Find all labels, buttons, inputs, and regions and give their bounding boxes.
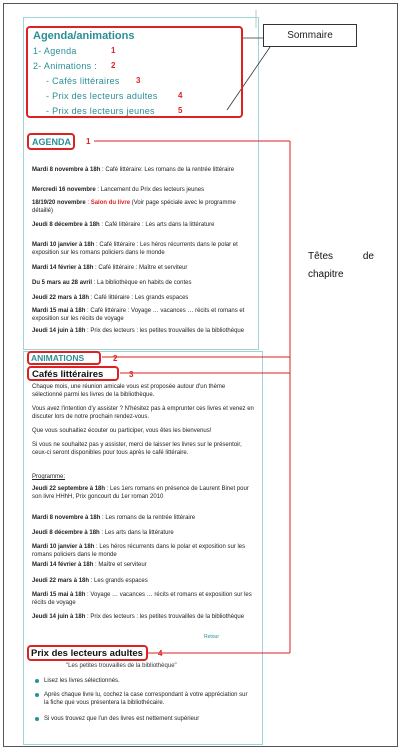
agenda-event: Mardi 14 février à 18h : Café littéraire : Maître et serviteur	[32, 265, 188, 271]
prix-adultes-heading: Prix des lecteurs adultes	[31, 648, 143, 659]
cafes-paragraph: Si vous ne souhaitez pas y assister, merci de laisser les livres sur le présentoir, ceux-ci seront disponibles pour tous après le café littéraire.	[32, 442, 242, 456]
cafes-paragraph: Vous avez l'intention d'y assister ? N'hésitez pas à emprunter ces livres et venez en discuter lors de notre prochain rendez-vous.	[32, 406, 254, 420]
agenda-event: Mardi 15 mai à 18h : Café littéraire : Voyage … vacances … récits et romans et exposition sur les récits de voyage	[32, 308, 245, 322]
toc-title: Agenda/animations	[33, 30, 135, 42]
agenda-event: Jeudi 8 décembre à 18h : Café littéraire : Les arts dans la littérature	[32, 222, 215, 228]
programme-event: Jeudi 14 juin à 18h : Prix des lecteurs : les petites trouvailles de la bibliothèque	[32, 614, 245, 620]
prix-adultes-subtitle: "Les petites trouvailles de la bibliothèque"	[66, 663, 177, 669]
toc-item-prix-jeunes[interactable]: - Prix des lecteurs jeunes	[46, 106, 155, 116]
de-word: de	[362, 251, 374, 262]
agenda-number: 1	[86, 137, 91, 146]
cafes-number: 3	[129, 370, 134, 379]
animations-number: 2	[113, 354, 118, 363]
programme-event: Mardi 14 février à 18h : Maître et serviteur	[32, 562, 147, 568]
agenda-event: Jeudi 14 juin à 18h : Prix des lecteurs : les petites trouvailles de la bibliothèque	[32, 328, 245, 334]
programme-event: Jeudi 22 mars à 18h : Les grands espaces	[32, 578, 148, 584]
prix-adultes-bullet: Si vous trouvez que l'un des livres est nettement supérieur	[44, 716, 249, 724]
agenda-event: Mardi 8 novembre à 18h : Café littéraire: Les romans de la rentrée littéraire	[32, 167, 235, 173]
toc-number-4: 4	[178, 91, 183, 100]
cafes-heading: Cafés littéraires	[32, 369, 104, 380]
agenda-event: 18/19/20 novembre : Salon du livre (Voir page spéciale avec le programme détaillé)	[32, 200, 236, 214]
toc-number-2: 2	[111, 61, 116, 70]
toc-number-5: 5	[178, 106, 183, 115]
animations-heading: ANIMATIONS	[31, 353, 85, 363]
chapitre-word: chapitre	[308, 269, 344, 280]
agenda-event: Mercredi 16 novembre : Lancement du Prix des lecteurs jeunes	[32, 187, 205, 193]
programme-event: Jeudi 8 décembre à 18h : Les arts dans la littérature	[32, 530, 174, 536]
agenda-event: Du 5 mars au 28 avril : La bibliothèque en habits de contes	[32, 280, 192, 286]
prix-adultes-bullet: Lisez les livres sélectionnés.	[44, 678, 249, 686]
prix-adultes-number: 4	[158, 649, 163, 658]
toc-number-3: 3	[136, 76, 141, 85]
agenda-event: Jeudi 22 mars à 18h : Café littéraire : Les grands espaces	[32, 295, 189, 301]
bullet-dot-icon	[35, 679, 39, 683]
toc-item-animations[interactable]: 2- Animations :	[33, 61, 98, 71]
sommaire-callout: Sommaire	[263, 24, 357, 47]
bullet-dot-icon	[35, 717, 39, 721]
programme-event: Jeudi 22 septembre à 18h : Les 1ers romans en présence de Laurent Binet pour son livre HHhH, Prix goncourt du 1er roman 2010	[32, 486, 249, 500]
tetes-word: Têtes	[308, 251, 334, 262]
toc-item-prix-adultes[interactable]: - Prix des lecteurs adultes	[46, 91, 158, 101]
cafes-paragraph: Que vous souhaitiez écouter ou participer, vous êtes les bienvenus!	[32, 428, 212, 434]
bullet-dot-icon	[35, 693, 39, 697]
toc-item-agenda[interactable]: 1- Agenda	[33, 46, 77, 56]
programme-label: Programme:	[32, 474, 66, 480]
agenda-heading: AGENDA	[32, 137, 72, 147]
prix-adultes-bullet: Après chaque livre lu, cochez la case correspondant à votre appréciation sur la fiche que vous présentera la bibliothécaire.	[44, 692, 249, 707]
tetes-de-chapitre-label	[308, 248, 374, 284]
agenda-event: Mardi 10 janvier à 18h : Café littéraire : Les héros récurrents dans le polar et exposition sur les romans policiers dans le monde	[32, 242, 238, 256]
programme-event: Mardi 10 janvier à 18h : Les héros récurrents dans le polar et exposition sur les romans policiers dans le monde	[32, 544, 246, 558]
cafes-paragraph: Chaque mois, une réunion amicale vous est proposée autour d'un thème sélectionné parmi les livres de la bibliothèque.	[32, 384, 226, 398]
programme-event: Mardi 8 novembre à 18h : Les romans de la rentrée littéraire	[32, 515, 196, 521]
toc-item-cafes[interactable]: - Cafés littéraires	[46, 76, 120, 86]
programme-event: Mardi 15 mai à 18h : Voyage … vacances … récits et romans et exposition sur les récits de voyage	[32, 592, 252, 606]
salon-du-livre-link[interactable]: Salon du livre	[90, 200, 131, 206]
toc-number-1: 1	[111, 46, 116, 55]
retour-link[interactable]: Retour	[204, 634, 220, 640]
